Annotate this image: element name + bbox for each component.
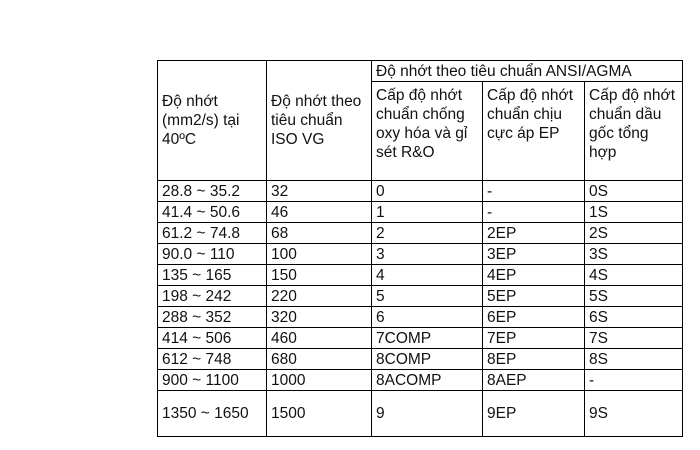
cell-ep: -: [483, 202, 585, 223]
cell-iso-vg: 220: [267, 286, 372, 307]
cell-ro: 2: [372, 223, 483, 244]
table-row: [158, 391, 683, 437]
cell-ep: 7EP: [483, 328, 585, 349]
header-ep: Cấp độ nhớt chuẩn chịu cực áp EP: [483, 82, 585, 181]
cell-synthetic: 6S: [585, 307, 683, 328]
cell-synthetic: 7S: [585, 328, 683, 349]
cell-ro: 1: [372, 202, 483, 223]
cell-synthetic: 4S: [585, 265, 683, 286]
cell-ro: 4: [372, 265, 483, 286]
cell-viscosity: 90.0 ~ 110: [158, 244, 267, 265]
header-iso-vg: Độ nhớt theo tiêu chuẩn ISO VG: [267, 61, 372, 181]
viscosity-grade-table: [157, 60, 683, 437]
table-row: [158, 244, 683, 265]
cell-viscosity: 198 ~ 242: [158, 286, 267, 307]
cell-viscosity: 41.4 ~ 50.6: [158, 202, 267, 223]
cell-ro: 6: [372, 307, 483, 328]
cell-iso-vg: 1500: [267, 391, 372, 437]
cell-synthetic: 2S: [585, 223, 683, 244]
cell-iso-vg: 460: [267, 328, 372, 349]
cell-ep: 6EP: [483, 307, 585, 328]
cell-iso-vg: 32: [267, 181, 372, 202]
cell-synthetic: 8S: [585, 349, 683, 370]
cell-ep: 8EP: [483, 349, 585, 370]
cell-viscosity: 1350 ~ 1650: [158, 391, 267, 437]
cell-ro: 7COMP: [372, 328, 483, 349]
cell-viscosity: 288 ~ 352: [158, 307, 267, 328]
cell-viscosity: 61.2 ~ 74.8: [158, 223, 267, 244]
cell-iso-vg: 68: [267, 223, 372, 244]
cell-synthetic: 9S: [585, 391, 683, 437]
cell-ep: 2EP: [483, 223, 585, 244]
cell-ro: 9: [372, 391, 483, 437]
cell-ep: 5EP: [483, 286, 585, 307]
cell-iso-vg: 100: [267, 244, 372, 265]
cell-viscosity: 135 ~ 165: [158, 265, 267, 286]
cell-ep: -: [483, 181, 585, 202]
header-synthetic: Cấp độ nhớt chuẩn dầu gốc tổng hợp: [585, 82, 683, 181]
cell-ep: 3EP: [483, 244, 585, 265]
cell-ep: 4EP: [483, 265, 585, 286]
table-row: [158, 265, 683, 286]
cell-ro: 5: [372, 286, 483, 307]
cell-ro: 3: [372, 244, 483, 265]
cell-synthetic: 3S: [585, 244, 683, 265]
cell-ep: 8AEP: [483, 370, 585, 391]
cell-iso-vg: 46: [267, 202, 372, 223]
cell-viscosity: 28.8 ~ 35.2: [158, 181, 267, 202]
cell-ro: 8COMP: [372, 349, 483, 370]
cell-synthetic: 5S: [585, 286, 683, 307]
table-row: [158, 181, 683, 202]
cell-iso-vg: 150: [267, 265, 372, 286]
cell-viscosity: 900 ~ 1100: [158, 370, 267, 391]
cell-iso-vg: 320: [267, 307, 372, 328]
cell-viscosity: 414 ~ 506: [158, 328, 267, 349]
table-row: [158, 328, 683, 349]
table-row: [158, 370, 683, 391]
cell-iso-vg: 1000: [267, 370, 372, 391]
cell-ep: 9EP: [483, 391, 585, 437]
table-row: [158, 202, 683, 223]
cell-synthetic: -: [585, 370, 683, 391]
header-ansi-agma: Độ nhớt theo tiêu chuẩn ANSI/AGMA: [372, 61, 683, 82]
table-row: [158, 307, 683, 328]
cell-synthetic: 1S: [585, 202, 683, 223]
header-ro: Cấp độ nhớt chuẩn chống oxy hóa và gỉ sét R&O: [372, 82, 483, 181]
cell-synthetic: 0S: [585, 181, 683, 202]
table-row: [158, 286, 683, 307]
cell-ro: 8ACOMP: [372, 370, 483, 391]
cell-viscosity: 612 ~ 748: [158, 349, 267, 370]
cell-ro: 0: [372, 181, 483, 202]
header-viscosity: Độ nhớt (mm2/s) tại 40ºC: [158, 61, 267, 181]
table-row: [158, 223, 683, 244]
cell-iso-vg: 680: [267, 349, 372, 370]
table-row: [158, 349, 683, 370]
